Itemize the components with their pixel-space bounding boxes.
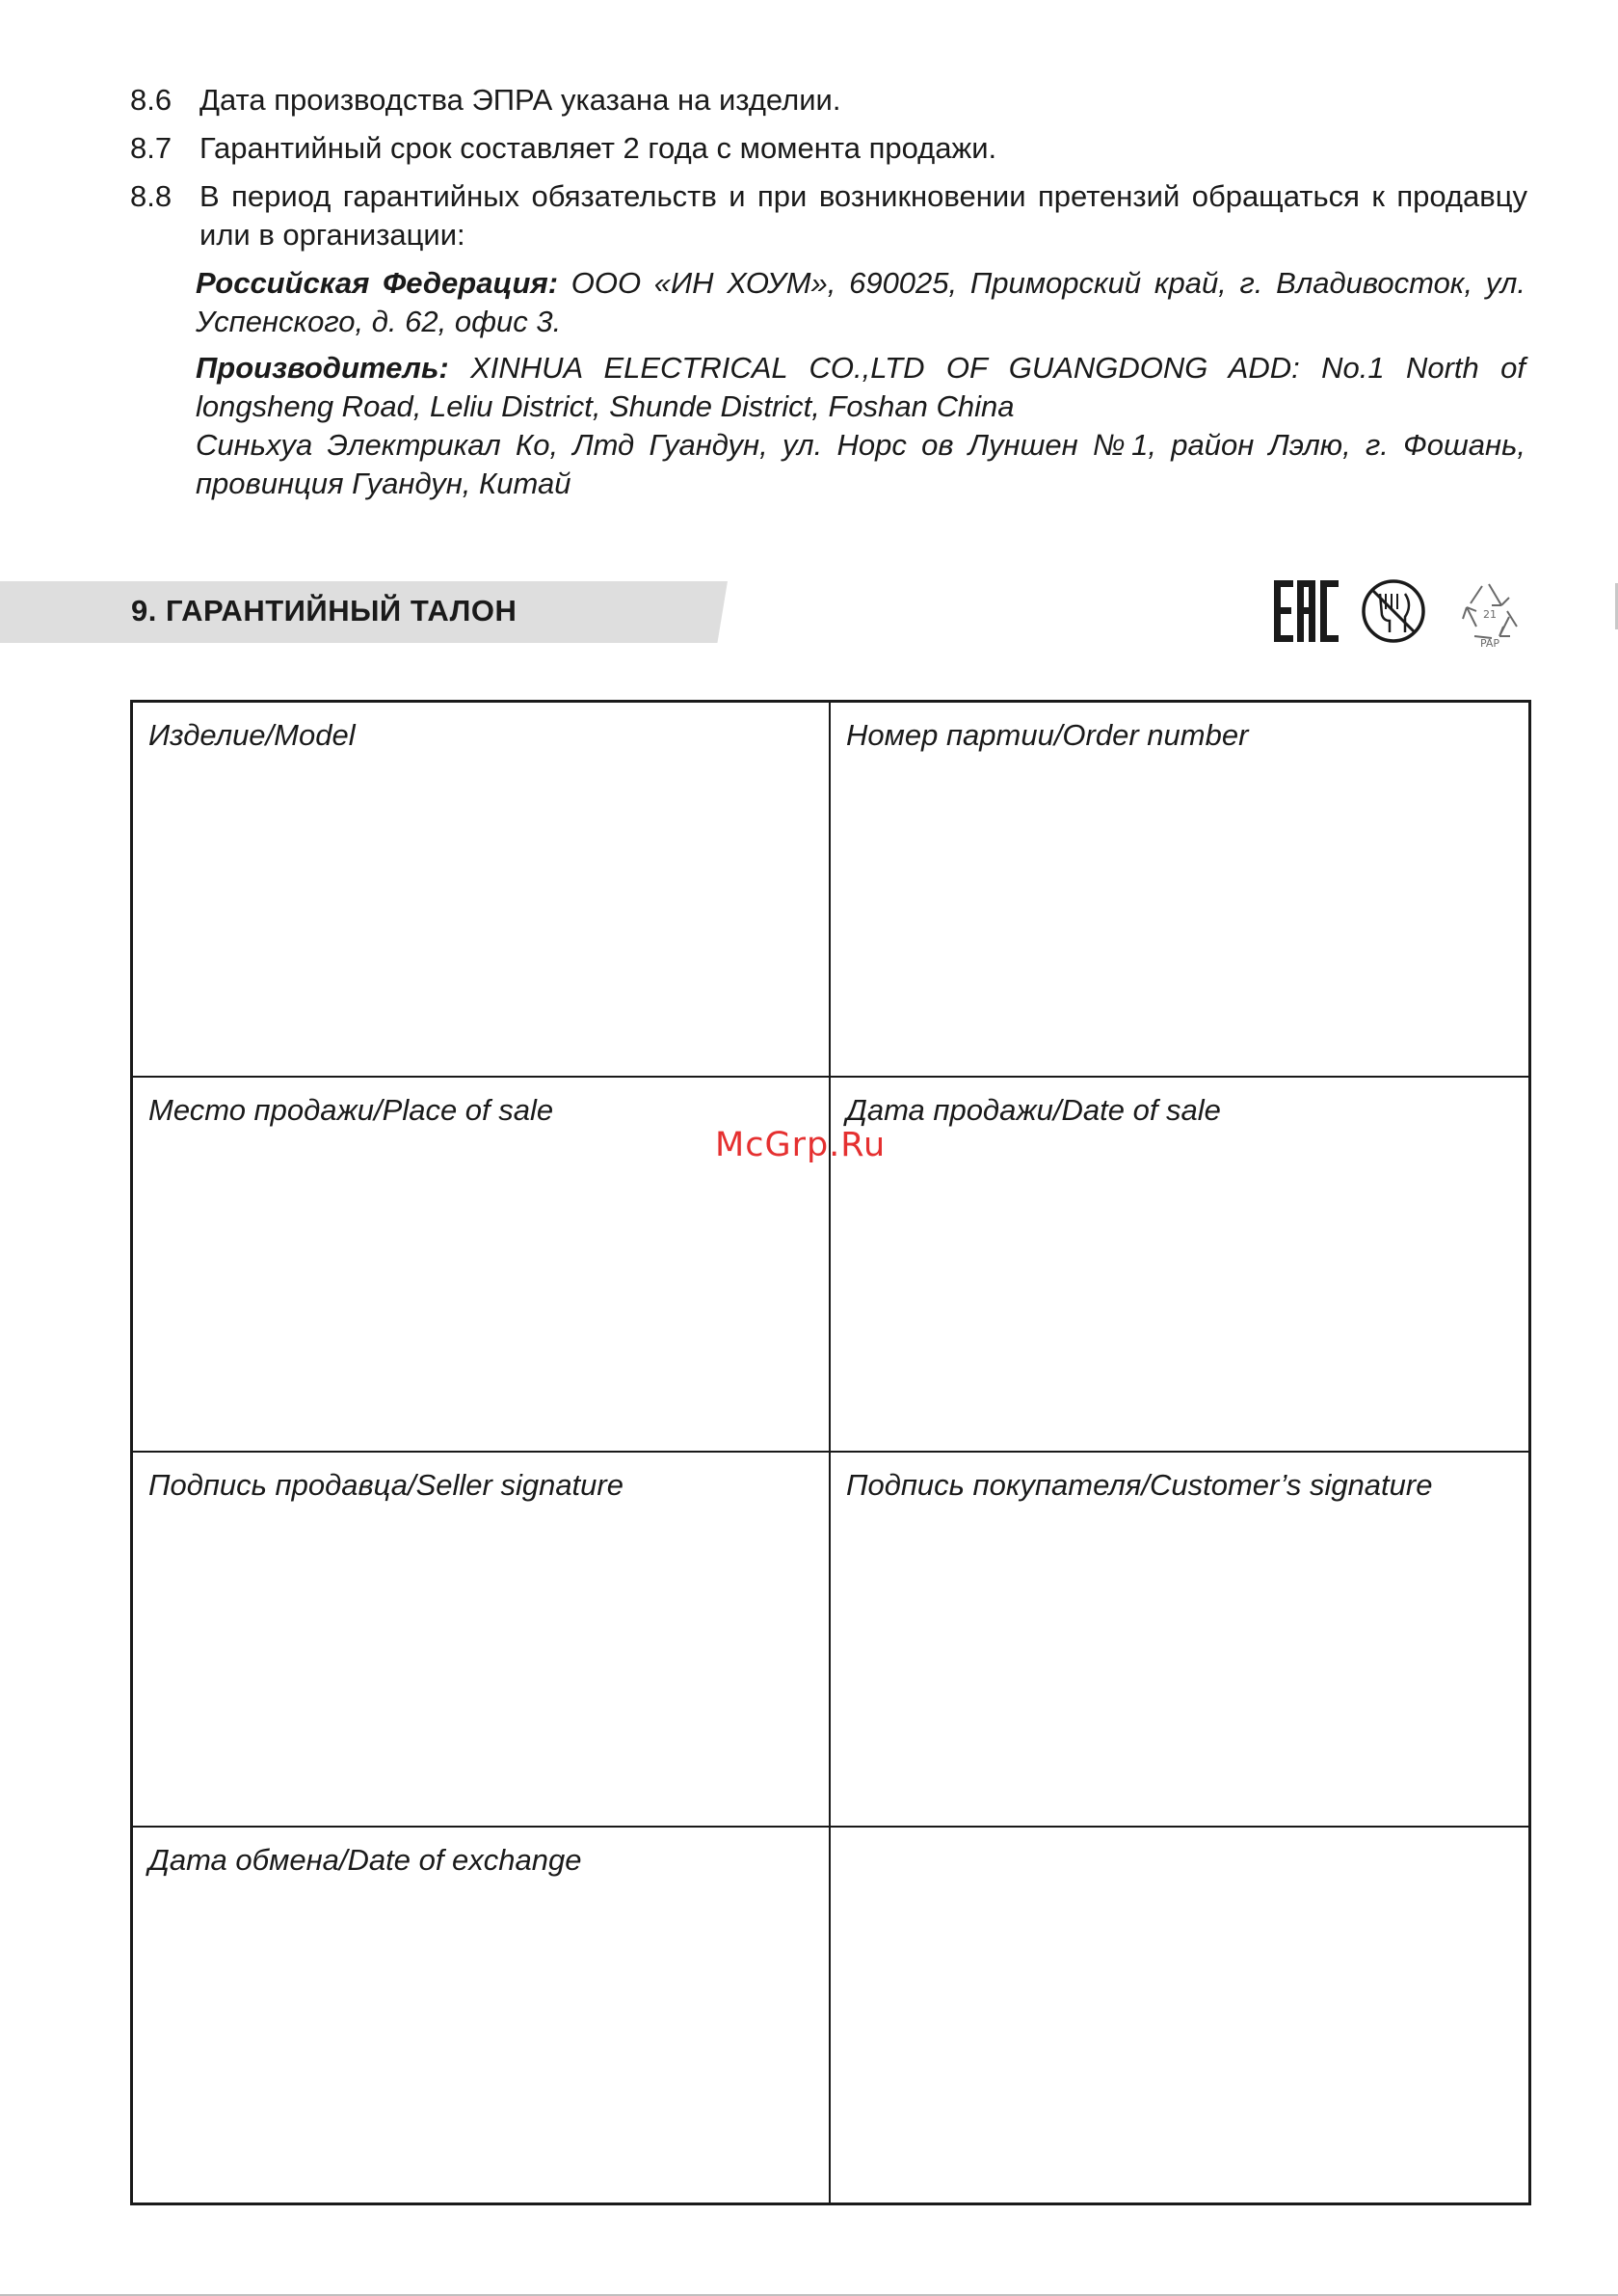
field-label: Подпись продавца/Seller signature: [148, 1468, 623, 1502]
manufacturer-label: Производитель:: [196, 351, 449, 385]
item-number: 8.8: [130, 179, 172, 213]
item-text: Дата производства ЭПРА указана на изделии.: [199, 83, 841, 117]
watermark: McGrp.Ru: [715, 1126, 887, 1164]
item-text: В период гарантийных обязательств и при возникновении претензий обращаться к продавцу или в организации:: [199, 179, 1527, 252]
recycle-label: PAP: [1479, 637, 1500, 648]
manufacturer-address-ru: Синьхуа Электрикал Ко, Лтд Гуандун, ул. Норс ов Луншен №1, район Лэлю, г. Фошань, провинция Гуандун, Китай: [196, 428, 1525, 500]
russia-address: ООО «ИН ХОУМ», 690025, Приморский край, г. Владивосток, ул. Успенского, д. 62, офис 3.: [196, 266, 1525, 338]
not-food-contact-icon: [1364, 581, 1423, 641]
manufacturer-contact: [196, 349, 1525, 426]
field-label: Изделие/Model: [148, 718, 356, 752]
field-label: Дата продажи/Date of sale: [846, 1093, 1221, 1127]
section-title: 9. ГАРАНТИЙНЫЙ ТАЛОН: [131, 594, 517, 627]
field-label: Дата обмена/Date of exchange: [148, 1843, 582, 1877]
manufacturer-address: XINHUA ELECTRICAL CO.,LTD OF GUANGDONG ADD: No.1 North of longsheng Road, Leliu District, Shunde District, Foshan China: [196, 351, 1525, 423]
eac-mark-icon: [1274, 580, 1339, 642]
list-item: [130, 129, 1527, 168]
russia-label: Российская Федерация:: [196, 266, 559, 300]
field-seller-signature[interactable]: [133, 1453, 831, 1828]
list-item: [130, 177, 1527, 254]
field-label: Подпись покупателя/Customer’s signature: [846, 1468, 1433, 1502]
warranty-terms-list: [130, 81, 1527, 264]
russia-contact: [196, 264, 1525, 341]
item-number: 8.7: [130, 131, 172, 165]
certification-marks: [1272, 576, 1537, 648]
field-order-number[interactable]: [831, 703, 1528, 1078]
recycle-code: 21: [1483, 608, 1497, 621]
field-label: Место продажи/Place of sale: [148, 1093, 554, 1127]
field-date-of-exchange[interactable]: [133, 1828, 831, 2203]
warranty-card-table: [130, 700, 1531, 2205]
field-empty[interactable]: [831, 1828, 1528, 2203]
list-item: [130, 81, 1527, 120]
field-label: Номер партии/Order number: [846, 718, 1249, 752]
field-date-of-sale[interactable]: [831, 1078, 1528, 1453]
field-customer-signature[interactable]: [831, 1453, 1528, 1828]
field-model[interactable]: [133, 703, 831, 1078]
item-number: 8.6: [130, 83, 172, 117]
item-text: Гарантийный срок составляет 2 года с момента продажи.: [199, 131, 997, 165]
